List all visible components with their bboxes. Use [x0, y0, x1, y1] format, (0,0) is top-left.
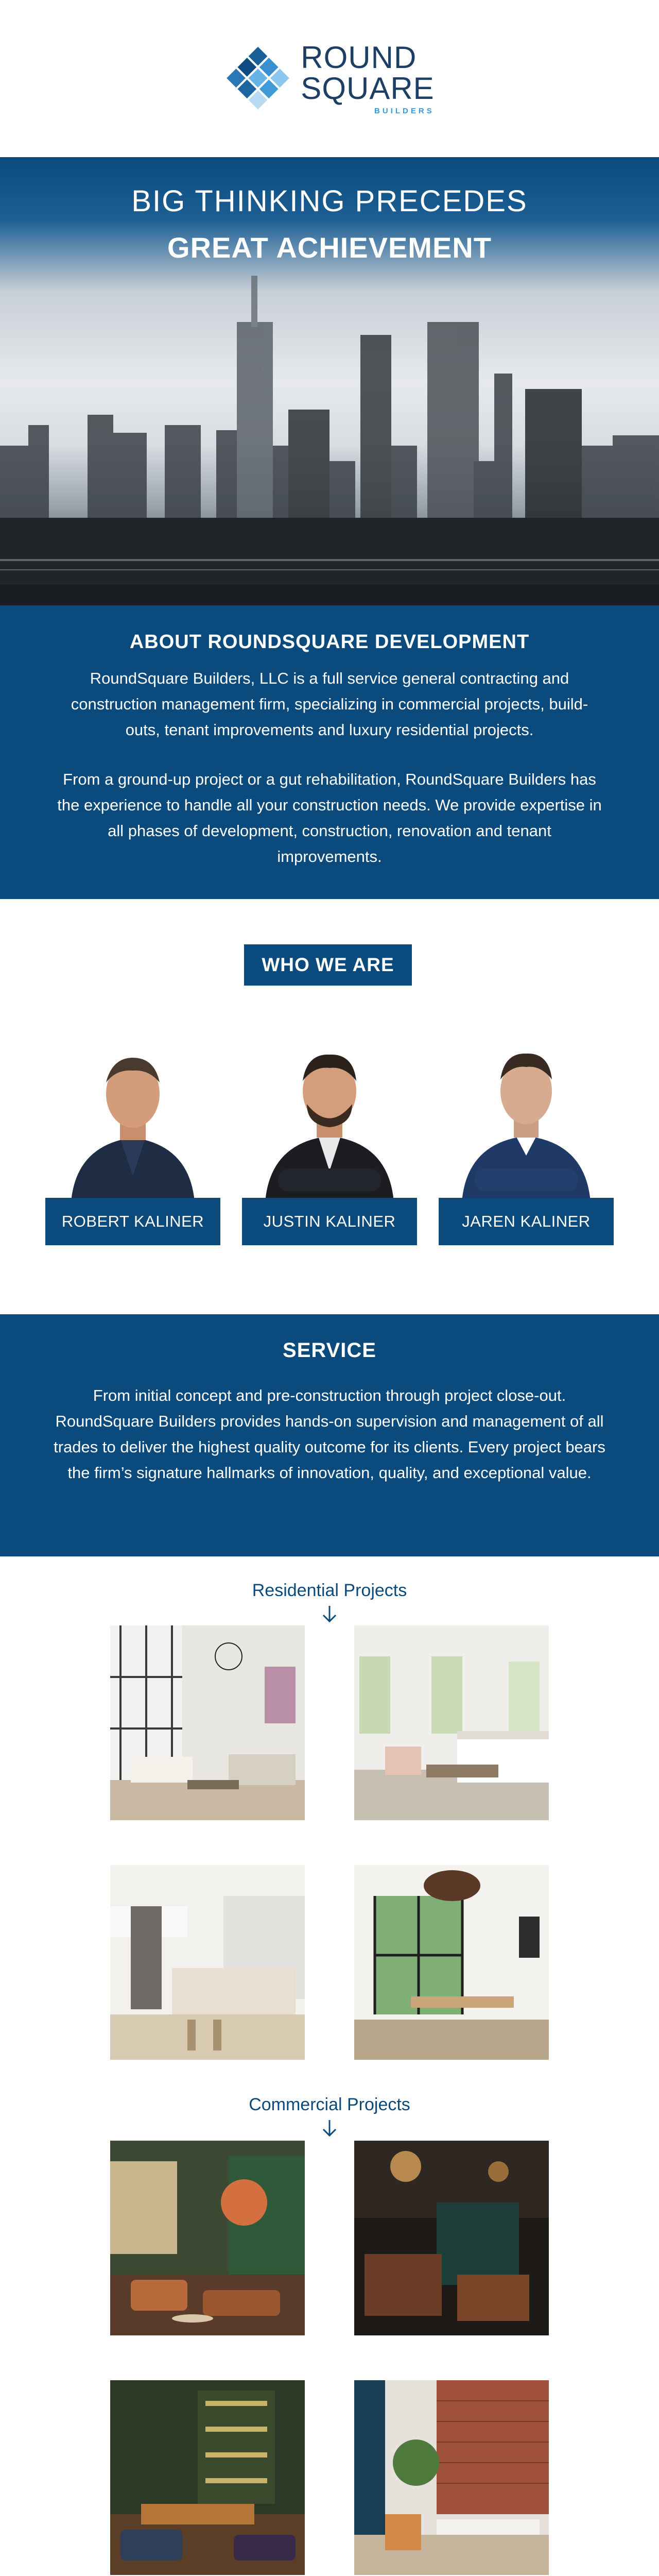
commercial-label[interactable]: Commercial Projects — [249, 2095, 410, 2114]
logo-word-square: SQUARE — [301, 71, 435, 106]
commercial-photo-2[interactable] — [354, 2141, 549, 2335]
about-title: ABOUT ROUNDSQUARE DEVELOPMENT — [129, 631, 530, 653]
commercial-photo-1[interactable] — [110, 2141, 305, 2335]
about-section — [0, 605, 659, 899]
hero-headline — [0, 184, 659, 264]
person-card[interactable] — [45, 1022, 220, 1243]
arrow-down-icon — [319, 2118, 340, 2139]
person-card[interactable] — [242, 1022, 417, 1243]
person-card[interactable] — [439, 1022, 614, 1243]
residential-photo-1[interactable] — [110, 1625, 305, 1820]
who-we-are-section — [0, 899, 659, 1314]
commercial-heading — [0, 2095, 659, 2139]
hero-line-2: GREAT ACHIEVEMENT — [167, 231, 492, 264]
person-name: ROBERT KALINER — [45, 1198, 220, 1245]
person-name: JUSTIN KALINER — [242, 1198, 417, 1245]
residential-photo-4[interactable] — [354, 1865, 549, 2060]
service-title: SERVICE — [283, 1339, 376, 1362]
residential-heading — [0, 1581, 659, 1624]
logo-cube-icon — [224, 45, 291, 112]
portrait-robert — [61, 1022, 205, 1202]
portrait-jaren — [454, 1022, 598, 1202]
about-paragraph-2: From a ground-up project or a gut rehabilitation, RoundSquare Builders has the experience to handle all your construction needs. We provide expertise in all phases of development, construction, renovation and tenant improvements. — [57, 770, 602, 866]
hero-banner — [0, 157, 659, 605]
person-name: JAREN KALINER — [439, 1198, 614, 1245]
commercial-photo-4[interactable] — [354, 2380, 549, 2575]
service-section — [0, 1314, 659, 1556]
who-we-are-button[interactable]: WHO WE ARE — [244, 944, 412, 986]
residential-photo-3[interactable] — [110, 1865, 305, 2060]
hero-line-1: BIG THINKING PRECEDES — [131, 184, 528, 218]
about-paragraph-1: RoundSquare Builders, LLC is a full service general contracting and construction management firm, specializing in commercial projects, build-outs, tenant improvements and luxury residential projects. — [71, 669, 588, 739]
logo-builders: BUILDERS — [374, 107, 435, 115]
logo-word-round: ROUND — [301, 40, 417, 75]
commercial-photo-3[interactable] — [110, 2380, 305, 2575]
residential-label[interactable]: Residential Projects — [252, 1581, 407, 1600]
residential-photo-2[interactable] — [354, 1625, 549, 1820]
service-text: From initial concept and pre-construction through project close-out. RoundSquare Builders provides hands-on supervision and management of all trades to deliver the highest quality outcome for its clients. Every project bears the firm’s signature hallmarks of innovation, quality, and exceptional value. — [54, 1386, 605, 1482]
portrait-justin — [257, 1022, 402, 1202]
brand-logo[interactable] — [224, 42, 434, 115]
arrow-down-icon — [319, 1604, 340, 1624]
site-header — [0, 0, 659, 157]
